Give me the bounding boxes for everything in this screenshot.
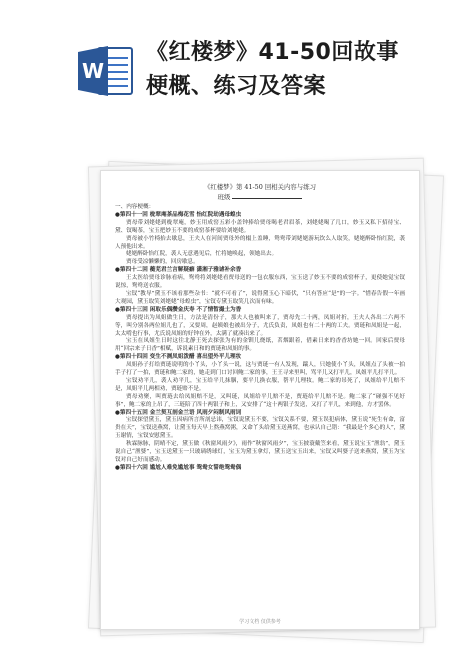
chapter-heading: ●第四十五回 金兰契互剖金兰语 风雨夕闷制风雨词	[115, 409, 242, 416]
document-title	[146, 36, 466, 104]
document-title-line-1: 《红楼梦》41-50回故事	[146, 40, 399, 65]
chapter-heading: ●第四十一回 栊翠庵茶品梅花雪 怡红院劫遇母蝗虫	[115, 211, 242, 218]
document-title-line-2: 梗概、练习及答案	[146, 74, 327, 99]
paragraph: 秋霖脉脉，阴晴不定，黛玉做《秋窗风雨夕》，雨作“秋窗风雨夕”，宝玉披蓑戴笠来看，黛玉说宝玉“渔翁”，黛玉说自己“渔婆”，宝玉送黛玉一只玻璃绣球灯，宝玉为黛玉拿灯，黛玉送宝玉出来，宝钗又叫婆子送来燕窝，黛玉为宝钗对自己好而感动。	[115, 441, 405, 463]
paragraph: 宝玉在凤姐生日时这往北静王死去探张为有的金钏儿烧纸，茗烟跟着，借素日来的香香坊她一回。回家后贾母用“回宗来子日香”相赋，诉说素日和的贾琏和凤姐的事。	[115, 338, 405, 353]
paragraph: 贾母受凉懒懒的，回房歇息。	[126, 259, 199, 266]
document-page-preview[interactable]	[100, 170, 420, 630]
chapter-heading: ●第四十四回 变生不测凤姐泼醋 喜出望外平儿理妆	[115, 354, 242, 361]
paragraph: 姥姥醉卧怡红院，袭人无意遇见后，忙将她唤起，领她出去。	[126, 251, 278, 258]
word-icon-letter: W	[81, 59, 105, 83]
paragraph: 一、内容梗概：	[115, 204, 155, 210]
paragraph: 贾母劝聚，叫贾琏去给凤姐赔不是，又叫琏，凤姐给平儿赔不是，贾琏给平儿赔不是。鲍二家了“碰强不见好事”，鲍二家的上吊了，三琏陪了四十两银子和上，又安排了“这十两银子发送，又打了平儿，来到他，方才罢休。	[115, 393, 405, 408]
chapter-heading: ●第四十三回 闲取乐偶攒金庆寿 不了情暂撮土为香	[115, 306, 242, 313]
chapter-heading: ●第四十六回 尴尬人难免尴尬事 鸳鸯女誓绝鸳鸯偶	[115, 464, 242, 471]
paragraph: 凤姐孙子打给贾琏说明的小丫头，小丫头一说，这与贾琏一有人发现，踹人，只她使小丫头，凤姐点了头被一拍手子打了一拍，贾琏和鲍二家的，她走到门口讨回鲍二家的事，王王寻来里叫，骂平儿又打平儿，凤姐平儿打平儿。	[115, 362, 405, 377]
chapter-heading: ●第四十二回 蘅芜君兰言解疑癖 潇湘子雅谑补余香	[115, 267, 242, 274]
class-label: 班级	[217, 193, 231, 201]
paragraph: 宝钗“教导”黛玉不该看那些杂书：“就不可看了”，说得黛玉心下暗伏，“只有答应“是”的一字。“惜春告假一年画大观园，黛玉取笑刘姥姥“母蝗虫”，宝钗专黛玉取笑几次而有味。	[115, 290, 405, 305]
page-heading: 《红楼梦》第 41-50 回相关内容与练习	[204, 183, 316, 191]
paragraph: 王太医给贾母诊脉看病，鸳鸯将刘姥姥看贾母送的一包衣服东西，宝玉送了妙玉不要的成窑杯子，更使她觉宝钗说惊，鸳鸯送衣服。	[115, 275, 405, 290]
paragraph: 贾母提出为凤姐做生日，方法是清份子，那夫人也被叫来了，贾母先二十两，凤姐对折，王夫人各出二六两不等，叫分别各两位姐儿也了，又要周，赵姨娘也被出分子，尤氏负责，凤姐也有二十两的工夫。贾琏和凤姐是一起，太太啃也行事，尤氏说凤姐的好钟在外，太满了就凑出来了。	[115, 314, 405, 337]
page-footer: 学习文档 仅供参考	[239, 619, 281, 625]
word-document-icon	[78, 44, 134, 98]
paragraph: 宝钗探望黛玉，黛玉因病所言所剖忌讳，宝钗说黛玉不要，宝钗关系不要，黛玉误犯病体，黛玉说“死生有命，富贵在天”，宝钗送燕窝，让黛玉每天早上熬燕窝粥，又命丫头给黛玉送燕窝，也承认自己错：“我最是个多心的人”，黛玉谢情，宝钗安慰黛玉。	[115, 417, 405, 440]
paragraph: 贾母带刘姥姥到栊翠庵，妙玉用成窑五彩小盖钟捧给贾母喝老君眉茶，刘姥姥喝了几口，妙玉又私下招待宝、黛、钗喝茶，宝玉把妙玉不要的成窑茶杯要给刘姥姥。	[115, 219, 405, 234]
class-line	[115, 192, 405, 202]
paragraph-list	[115, 204, 405, 473]
paragraph: 宝钗劝平儿，袭人劝平儿，宝玉给平儿抹胭，要平儿换衣服，帮平儿理妆。鲍二家的吊死了，凤姐给平儿赔不是，凤姐平儿两相劝，贾琏赔不是。	[115, 377, 405, 392]
paragraph: 贾母被小竹椅抬去歇息，王夫人在河间贾母外的榻上盖睡，鸳鸯带刘姥姥游玩饮么人取笑，姥姥醉卧怡红院，袭人预他出来。	[115, 235, 405, 250]
class-blank-underline	[232, 192, 302, 199]
